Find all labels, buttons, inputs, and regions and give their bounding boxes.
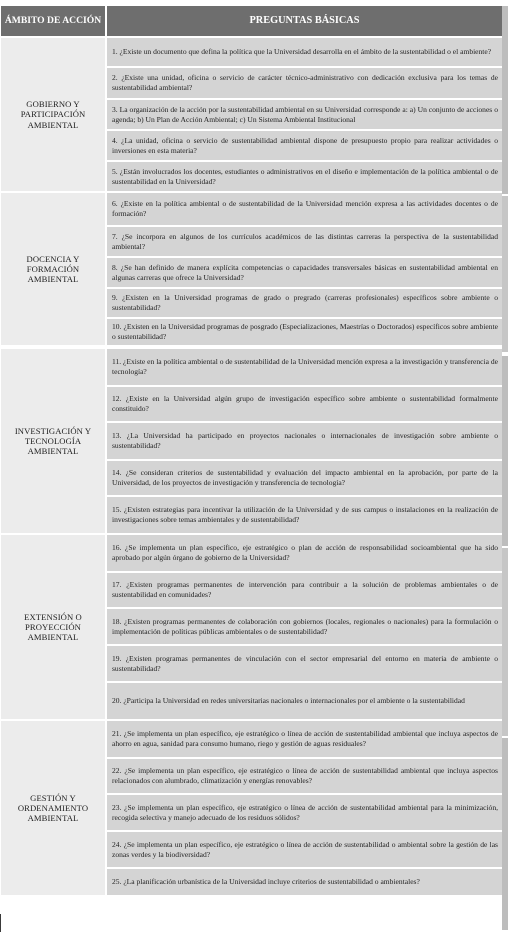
question-row xyxy=(107,830,502,867)
question-text: 18. ¿Existen programas permanentes de colaboración con gobiernos (locales, regionales o nacionales) para la formulación o implementación de políticas públicas ambientales o de sustentabilidad? xyxy=(112,616,498,636)
question-row xyxy=(107,757,502,793)
question-list xyxy=(107,535,502,719)
question-text: 8. ¿Se han definido de manera explícita competencias o capacidades transversales básicas en sustentabilidad ambiental en algunas carreras que ofrece la Universidad? xyxy=(112,262,498,282)
question-row xyxy=(107,129,502,160)
question-row xyxy=(107,385,502,421)
question-row xyxy=(107,571,502,607)
question-text: 4. ¿La unidad, oficina o servicio de sustentabilidad ambiental dispone de presupuesto propio para realizar actividades o inversiones en esta materia? xyxy=(112,135,498,155)
question-row xyxy=(107,644,502,681)
group-gobierno xyxy=(1,36,502,191)
question-list xyxy=(107,38,502,191)
question-text: 13. ¿La Universidad ha participado en proyectos nacionales o internacionales de investigación sobre ambiente o sustentabilidad? xyxy=(112,431,498,450)
question-text: 25. ¿La planificación urbanística de la Universidad incluye criterios de sustentabilidad o ambientales? xyxy=(112,877,420,887)
margin-segment xyxy=(502,6,508,194)
question-text: 9. ¿Existen en la Universidad programas de grado o pregrado (carreras profesionales) específicos sobre ambiente o sustentabilidad? xyxy=(112,293,498,312)
group-label: INVESTIGACIÓN Y TECNOLOGÍA AMBIENTAL xyxy=(1,349,107,533)
question-text: 23. ¿Se implementa un plan específico, eje estratégico o línea de acción de sustentabilidad ambiental para la minimización, recogida selectiva y manejo adecuado de los residuos sólidos? xyxy=(112,802,498,822)
question-list xyxy=(107,349,502,533)
question-row xyxy=(107,495,502,533)
question-row xyxy=(107,535,502,571)
question-text: 19. ¿Existen programas permanentes de vinculación con el sector empresarial del entorno en materia de ambiente o sustentabilidad? xyxy=(112,653,498,673)
group-extension xyxy=(1,533,502,719)
table-header xyxy=(1,6,502,36)
question-row xyxy=(107,793,502,830)
margin-segment xyxy=(502,196,508,352)
question-row xyxy=(107,607,502,644)
group-investigacion xyxy=(1,345,502,533)
question-row xyxy=(107,421,502,459)
question-row xyxy=(107,193,502,225)
questions-table xyxy=(1,6,502,895)
question-row xyxy=(107,225,502,256)
question-row xyxy=(107,287,502,317)
question-text: 20. ¿Participa la Universidad en redes universitarias nacionales o internacionales por el ambiente o la sustentabilidad xyxy=(112,696,465,706)
question-text: 7. ¿Se incorpora en algunos de los currículos académicos de las distintas carreras la perspectiva de la sustentabilidad ambiental? xyxy=(112,231,498,251)
question-row xyxy=(107,867,502,895)
group-label: EXTENSIÓN O PROYECCIÓN AMBIENTAL xyxy=(1,535,107,719)
question-row xyxy=(107,317,502,345)
question-row xyxy=(107,256,502,287)
question-text: 12. ¿Existe en la Universidad algún grupo de investigación específico sobre ambiente o sustentabilidad formalmente constituido? xyxy=(112,394,498,413)
question-text: 14. ¿Se consideran criterios de sustentabilidad y evaluación del impacto ambiental en la aprobación, por parte de la Universidad, de los proyectos de investigación y transferencia de tecnología? xyxy=(112,468,498,487)
header-preguntas: PREGUNTAS BÁSICAS xyxy=(107,6,502,36)
question-row xyxy=(107,38,502,66)
margin-segment xyxy=(502,356,508,546)
left-margin-mark xyxy=(0,914,1,932)
group-label: DOCENCIA Y FORMACIÓN AMBIENTAL xyxy=(1,193,107,345)
question-row xyxy=(107,681,502,719)
question-text: 16. ¿Se implementa un plan específico, eje estratégico o plan de acción de responsabilidad socioambiental que ha sido aprobado por algún órgano de gobierno de la Universidad? xyxy=(112,543,498,562)
margin-segment xyxy=(502,548,508,736)
question-text: 11. ¿Existe en la política ambiental o de sustentabilidad de la Universidad mención expresa a la investigación y transferencia de tecnología? xyxy=(112,357,498,376)
group-label: GESTIÓN Y ORDENAMIENTO AMBIENTAL xyxy=(1,721,107,895)
question-text: 17. ¿Existen programas permanentes de intervención para contribuir a la solución de problemas ambientales o de sustentabilidad en comunidades? xyxy=(112,580,498,599)
question-text: 6. ¿Existe en la política ambiental o de sustentabilidad de la Universidad mención expresa a las actividades docentes o de formación? xyxy=(112,199,498,218)
question-row xyxy=(107,459,502,495)
question-text: 21. ¿Se implementa un plan específico, eje estratégico o línea de acción de sustentabilidad ambiental que incluya aspectos de ahorro en agua, sanidad para consumo humano, riego y gestión de aguas residuales? xyxy=(112,729,498,748)
question-row xyxy=(107,349,502,385)
header-ambito: ÁMBITO DE ACCIÓN xyxy=(1,6,107,36)
question-row xyxy=(107,66,502,98)
question-text: 5. ¿Están involucrados los docentes, estudiantes o administrativos en el diseño e implementación de la política ambiental o de sustentabilidad en la Universidad? xyxy=(112,166,498,186)
question-row xyxy=(107,721,502,757)
question-text: 22. ¿Se implementa un plan específico, eje estratégico o línea de acción de sustentabilidad ambiental que incluya aspectos relacionados con alumbrado, climatización y energías renovables? xyxy=(112,766,498,785)
group-docencia xyxy=(1,191,502,345)
question-row xyxy=(107,98,502,129)
right-margin-bar xyxy=(502,6,508,930)
margin-segment xyxy=(502,738,508,930)
question-list xyxy=(107,721,502,895)
question-row xyxy=(107,160,502,191)
question-text: 10. ¿Existen en la Universidad programas de posgrado (Especializaciones, Maestrías o Doctorados) específicos sobre ambiente o sustentabilidad? xyxy=(112,322,498,341)
question-text: 15. ¿Existen estrategias para incentivar la utilización de la Universidad y de sus campus o instalaciones en la realización de investigaciones sobre temas ambientales y de sustentabilidad? xyxy=(112,505,498,524)
question-list xyxy=(107,193,502,345)
group-label: GOBIERNO Y PARTICIPACIÓN AMBIENTAL xyxy=(1,38,107,191)
question-text: 1. ¿Existe un documento que defina la política que la Universidad desarrolla en el ámbito de la sustentabilidad o el ambiente? xyxy=(112,47,492,57)
question-text: 2. ¿Existe una unidad, oficina o servicio de carácter técnico-administrativo con dedicación exclusiva para los temas de sustentabilidad ambiental? xyxy=(112,73,498,92)
question-text: 3. La organización de la acción por la sustentabilidad ambiental en su Universidad corresponde a: a) Un conjunto de acciones o agenda; b) Un Plan de Acción Ambiental; c) Un Sistema Ambiental Institucional xyxy=(112,104,498,124)
question-text: 24. ¿Se implementa un plan específico, eje estratégico o línea de acción de sustentabilidad o ambiental sobre la gestión de las zonas verdes y la biodiversidad? xyxy=(112,839,498,859)
group-gestion xyxy=(1,719,502,895)
